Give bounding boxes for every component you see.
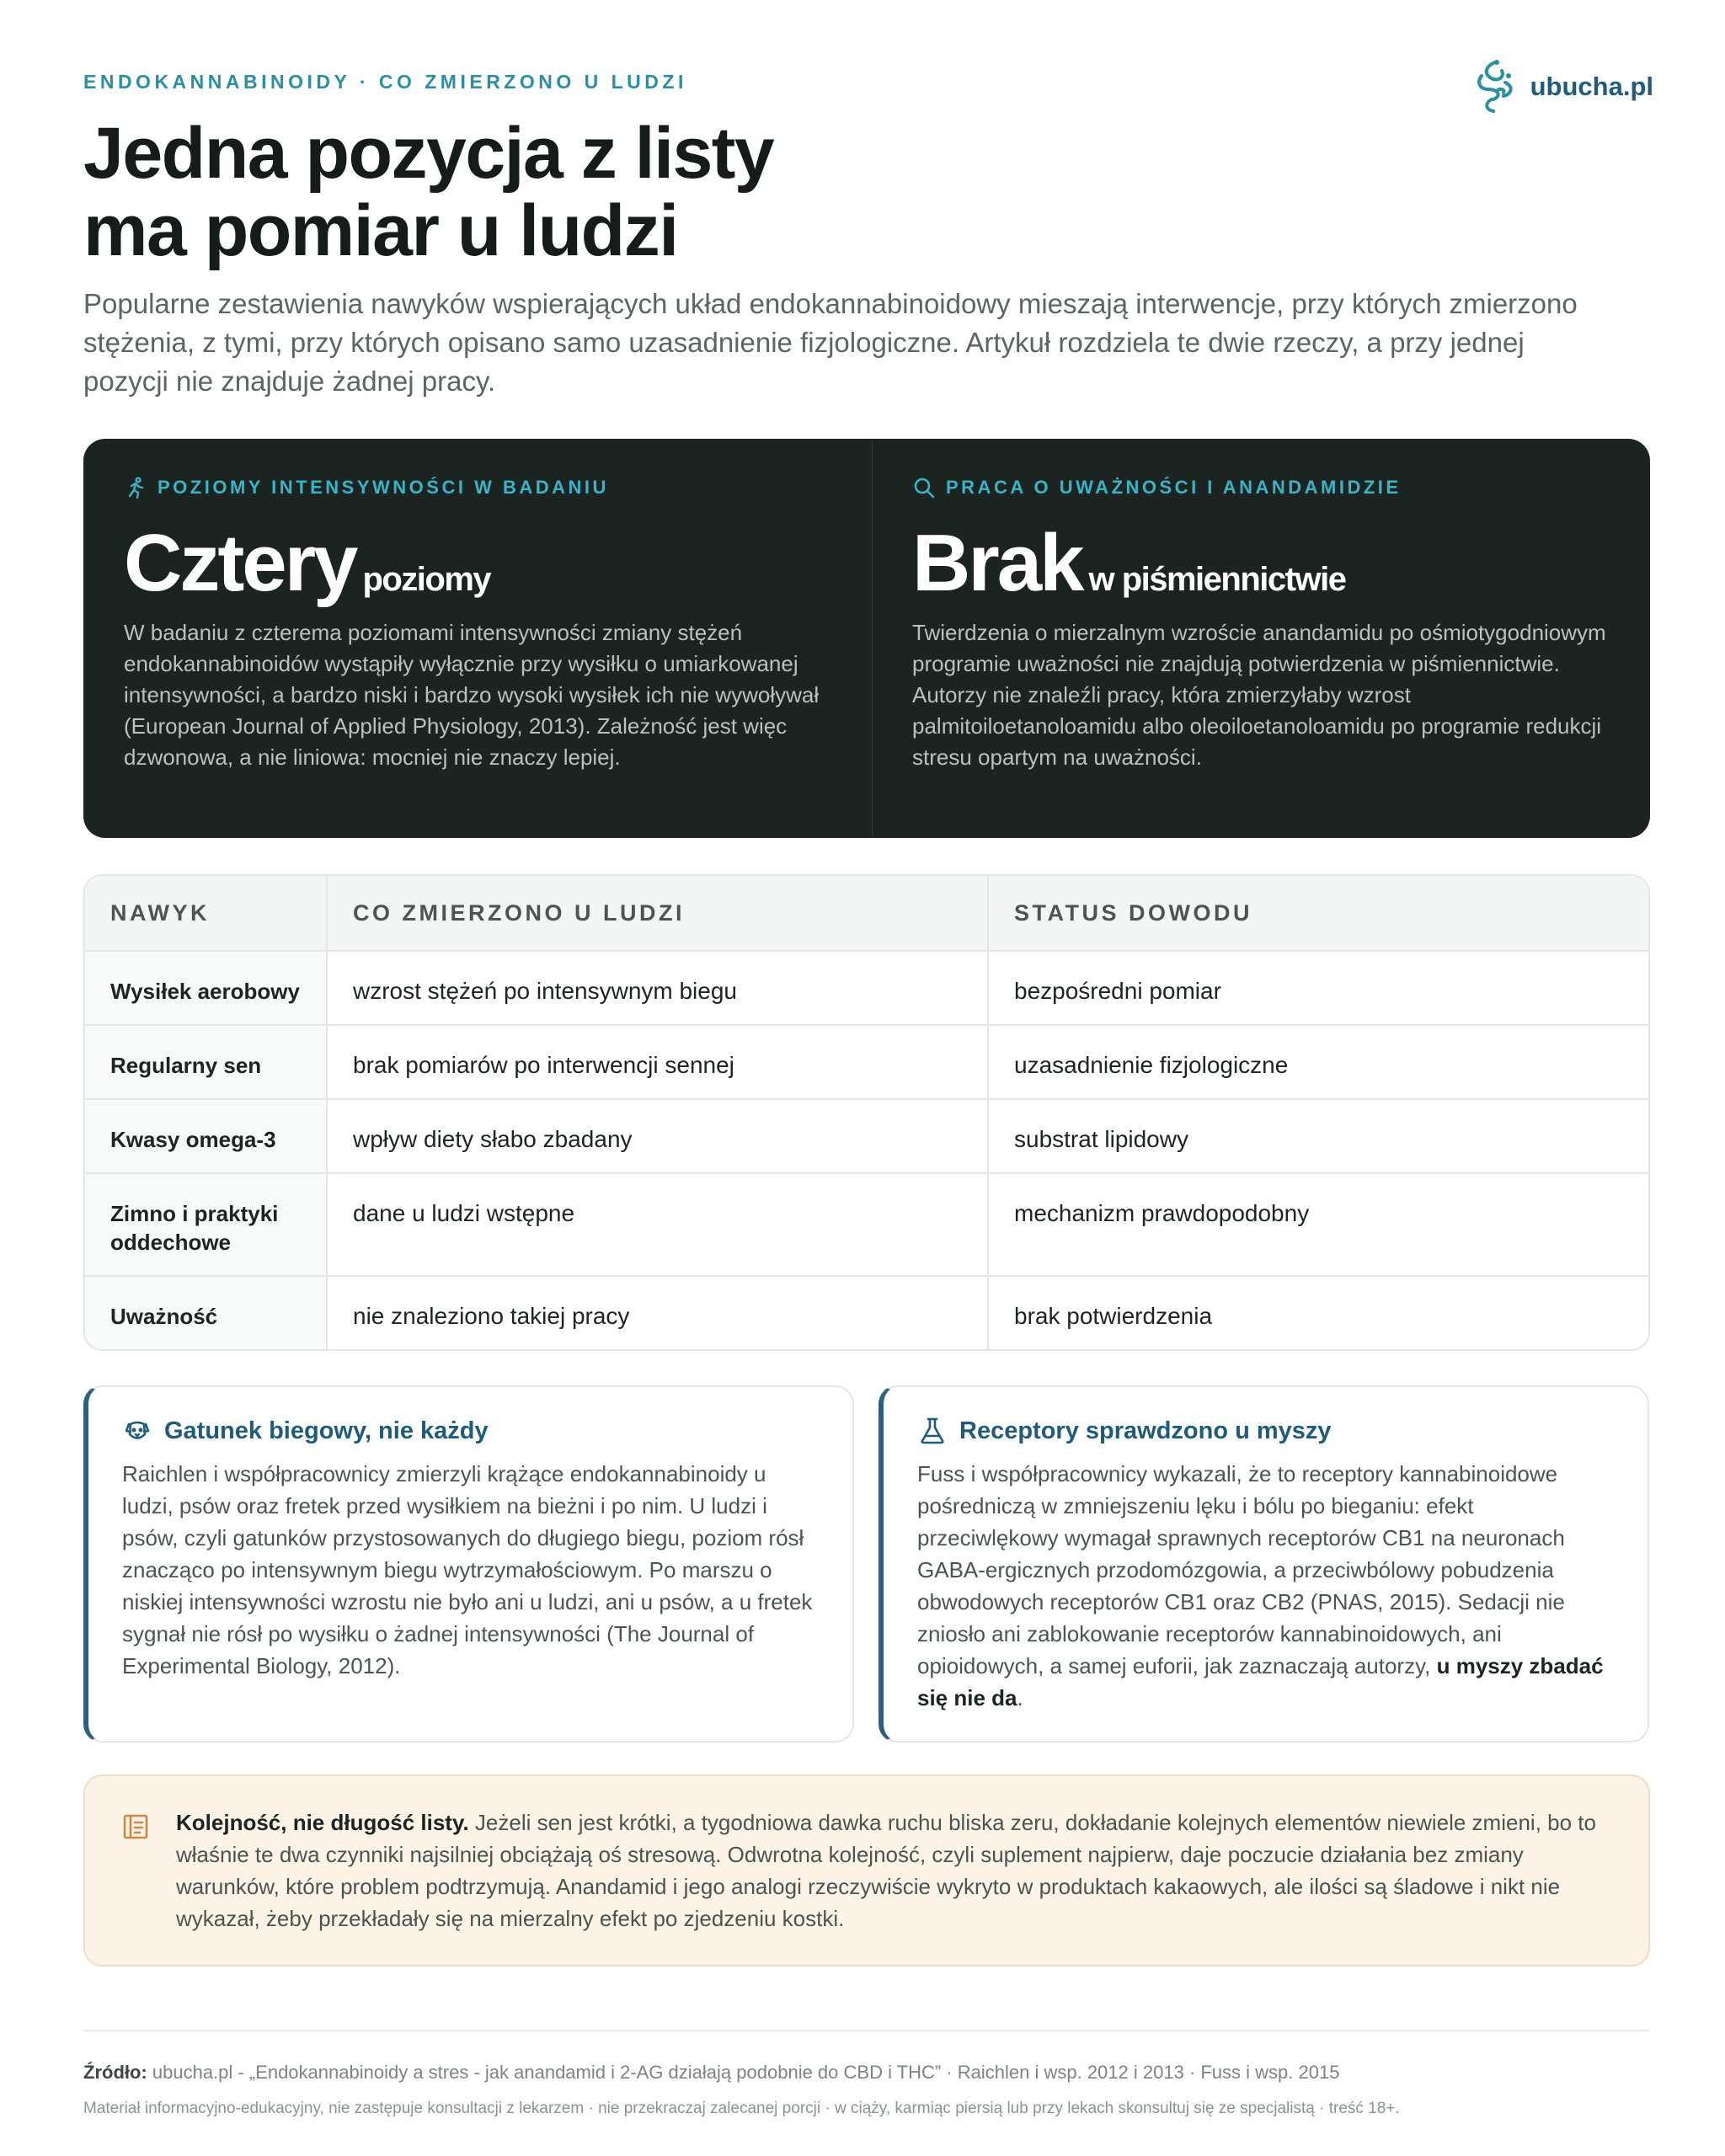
leaf-swirl-icon [1471,57,1519,116]
table-row [85,1098,1648,1172]
running-person-icon [124,476,147,499]
table-row [85,1172,1648,1275]
site-logo[interactable] [1471,57,1653,116]
table-row [85,1275,1648,1349]
habit-cell: Regularny sen [85,1026,328,1098]
stat-mindfulness [872,439,1650,838]
measured-cell: dane u ludzi wstępne [328,1174,989,1275]
table-row [85,1024,1648,1098]
kicker: ENDOKANNABINOIDY · CO ZMIERZONO U LUDZI [83,71,687,93]
card-mouse-receptors [879,1385,1649,1742]
measured-cell: brak pomiarów po interwencji sennej [328,1026,989,1098]
stat-intensity-label [124,476,831,499]
title-line-1: Jedna pozycja z listy [83,113,774,194]
flask-icon [917,1416,948,1446]
measured-cell: wzrost stężeń po intensywnym biegu [328,952,989,1024]
card-mouse-receptors-end: . [1017,1685,1023,1710]
column-header: STATUS DOWODU [1014,899,1252,926]
evidence-table [83,874,1650,1351]
column-header: CO ZMIERZONO U LUDZI [328,876,989,950]
disclaimer: Materiał informacyjno-edukacyjny, nie zastępuje konsultacji z lekarzem · nie przekraczaj zalecanej porcji · w ciąży, karmiąc piersią lub przy lekach skonsultuj się ze specjalistą · treść 18+. [83,2100,1400,2117]
stat-intensity [83,439,872,838]
habit-cell: Kwasy omega-3 [85,1100,328,1172]
stat-intensity-value [124,518,831,608]
stats-panel [83,439,1650,838]
status-cell: uzasadnienie fizjologiczne [1014,1052,1289,1078]
table-header-row [85,876,1648,950]
habit-cell: Uważność [85,1277,328,1349]
measured-cell: wpływ diety słabo zbadany [328,1100,989,1172]
card-running-species-title [122,1416,819,1446]
card-mouse-receptors-title [917,1416,1614,1446]
title-line-2: ma pomiar u ludzi [83,190,678,271]
lead-paragraph: Popularne zestawienia nawyków wspierających układ endokannabinoidowy mieszają interwencje, przy których zmierzono stężenia, z tymi, przy których opisano samo uzasadnienie fizjologiczne. Artykuł rozdziela te dwie rzeczy, a przy jednej pozycji nie znajduje żadnej pracy. [83,288,1578,397]
stat-mindfulness-label-text: PRACA O UWAŻNOŚCI I ANANDAMIDZIE [946,477,1402,498]
habit-cell: Zimno i praktyki oddechowe [85,1174,328,1275]
status-cell: brak potwierdzenia [1014,1303,1213,1329]
search-icon [912,476,936,499]
status-cell: mechanizm prawdopodobny [1014,1200,1310,1226]
card-mouse-receptors-title-text: Receptory sprawdzono u myszy [959,1417,1332,1444]
order-note [83,1774,1650,1967]
order-note-body: Jeżeli sen jest krótki, a tygodniowa dawka ruchu bliska zeru, dokładanie kolejnych elementów niewiele zmieni, bo to właśnie te dwa czynniki najsilniej obciążają oś stresową. Odwrotna kolejność, czyli suplement najpierw, daje poczucie działania bez zmiany warunków, które problem podtrzymują. Anandamid i jego analogi rzeczywiście wykryto w produktach kakaowych, ale ilości są śladowe i nikt nie wykazał, żeby przekładały się na mierzalny efekt po zjedzeniu kostki. [176,1810,1596,1931]
page-title [83,115,773,270]
logo-text: ubucha.pl [1530,72,1653,101]
source-label: Źródło: [83,2062,147,2083]
notebook-icon [120,1812,151,1842]
card-running-species-title-text: Gatunek biegowy, nie każdy [164,1417,489,1444]
status-cell: bezpośredni pomiar [1014,978,1221,1004]
table-row [85,950,1648,1024]
footer-divider [83,2030,1650,2031]
stat-mindfulness-value [912,518,1620,608]
stat-mindfulness-sub: w piśmiennictwie [1088,561,1346,598]
card-running-species-text: Raichlen i współpracownicy zmierzyli krążące endokannabinoidy u ludzi, psów oraz fretek przed wysiłkiem na bieżni i po nim. U ludzi i psów, czyli gatunków przystosowanych do długiego biegu, poziom rósł znacząco po intensywnym biegu wytrzymałościowym. Po marszu o niskiej intensywności wzrostu nie było ani u ludzi, ani u psów, a u fretek sygnał nie rósł po wysiłku o żadnej intensywności (The Journal of Experimental Biology, 2012). [122,1461,813,1678]
card-mouse-receptors-body: Fuss i współpracownicy wykazali, że to receptory kannabinoidowe pośredniczą w zmniejszeniu lęku i bólu po bieganiu: efekt przeciwlękowy wymagał sprawnych receptorów CB1 na neuronach GABA-ergicznych przodomózgowia, a przeciwbólowy pobudzenia obwodowych receptorów CB1 oraz CB2 (PNAS, 2015). Sedacji nie zniosło ani zablokowanie receptorów kannabinoidowych, ani opioidowych, a samej euforii, jak zaznaczają autorzy, [917,1461,1565,1678]
column-header: NAWYK [85,876,328,950]
order-note-text [176,1806,1615,1935]
card-running-species [83,1385,854,1742]
dog-icon [122,1416,152,1446]
source-line [83,2062,1339,2084]
stat-intensity-label-text: POZIOMY INTENSYWNOŚCI W BADANIU [158,477,609,498]
status-cell: substrat lipidowy [1014,1126,1188,1152]
card-mouse-receptors-text [917,1458,1614,1714]
stat-mindfulness-big: Brak [912,518,1082,608]
stat-mindfulness-label [912,476,1620,499]
stat-intensity-text: W badaniu z czterema poziomami intensywności zmiany stężeń endokannabinoidów wystąpiły wyłącznie przy wysiłku o umiarkowanej intensywności, a bardzo niski i bardzo wysoki wysiłek ich nie wywoływał (European Journal of Applied Physiology, 2013). Zależność jest więc dzwonowa, a nie liniowa: mocniej nie znaczy lepiej. [124,620,820,770]
stat-intensity-sub: poziomy [362,561,491,598]
stat-intensity-big: Cztery [124,518,356,608]
order-note-title: Kolejność, nie długość listy. [176,1810,469,1835]
measured-cell: nie znaleziono takiej pracy [328,1277,989,1349]
stat-mindfulness-text: Twierdzenia o mierzalnym wzroście anandamidu po ośmiotygodniowym programie uważności nie znajdują potwierdzenia w piśmiennictwie. Autorzy nie znaleźli pracy, która zmierzyłaby wzrost palmitoiloetanoloamidu albo oleoiloetanoloamidu po programie redukcji stresu opartym na uważności. [912,620,1606,770]
source-text: ubucha.pl - „Endokannabinoidy a stres - jak anandamid i 2-AG działają podobnie do CBD i THC” · Raichlen i wsp. 2012 i 2013 · Fuss i wsp. 2015 [147,2062,1340,2083]
card-mouse-receptors-emphasis: u myszy zbadać się nie da [917,1653,1604,1710]
habit-cell: Wysiłek aerobowy [85,952,328,1024]
